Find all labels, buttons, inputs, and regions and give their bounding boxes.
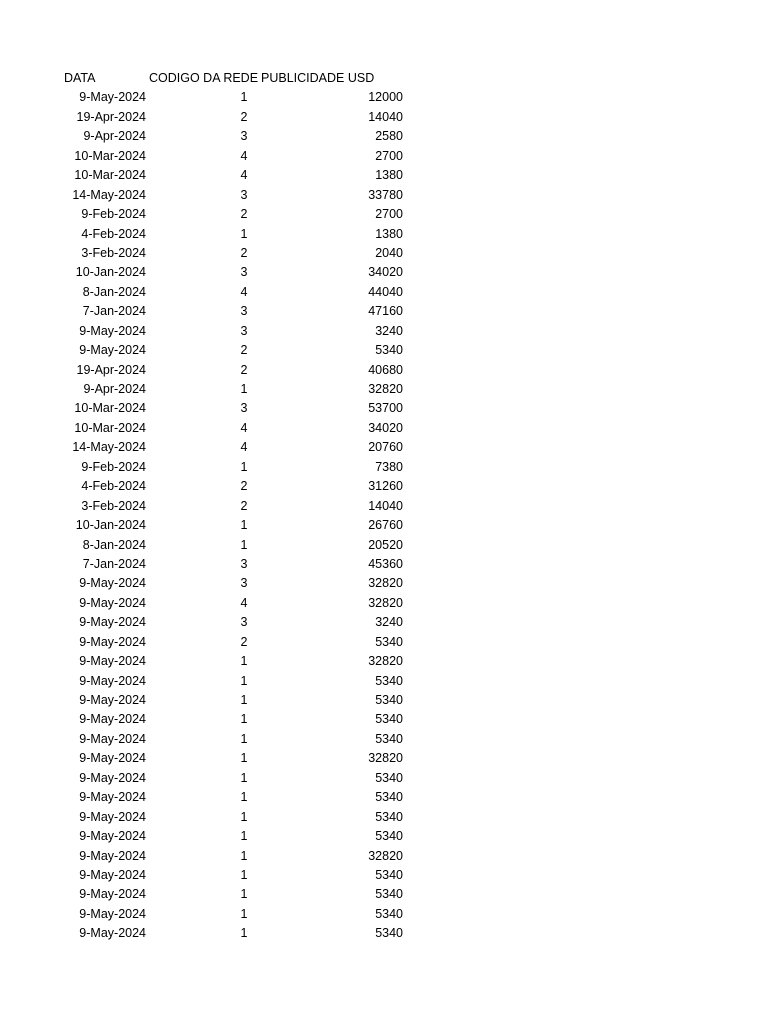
cell-advertising-usd: 5340 <box>375 809 403 824</box>
cell-network-code: 1 <box>240 809 248 824</box>
cell-date: 9-May-2024 <box>79 712 146 727</box>
cell-advertising-usd: 12000 <box>368 90 403 105</box>
cell-network-code: 1 <box>240 751 248 766</box>
cell-date: 19-Apr-2024 <box>76 109 146 124</box>
cell-date: 9-May-2024 <box>79 829 146 844</box>
cell-advertising-usd: 1380 <box>375 168 403 183</box>
cell-date: 7-Jan-2024 <box>82 304 146 319</box>
table-row <box>64 924 409 943</box>
table-row <box>64 574 409 593</box>
cell-advertising-usd: 14040 <box>368 109 403 124</box>
cell-date: 9-Apr-2024 <box>83 382 146 396</box>
cell-network-code: 1 <box>240 90 248 105</box>
cell-advertising-usd: 5340 <box>375 634 403 649</box>
table-row <box>64 263 409 282</box>
cell-date: 10-Mar-2024 <box>74 148 146 163</box>
cell-network-code: 1 <box>240 790 248 805</box>
cell-date: 10-Mar-2024 <box>74 420 146 435</box>
cell-advertising-usd: 31260 <box>368 479 403 494</box>
table-row <box>64 905 409 924</box>
cell-network-code: 2 <box>240 207 248 222</box>
cell-network-code: 1 <box>240 731 248 746</box>
table-row <box>64 808 409 827</box>
cell-network-code: 3 <box>240 323 248 338</box>
cell-advertising-usd: 5340 <box>375 343 403 358</box>
cell-date: 9-Feb-2024 <box>81 459 146 474</box>
table-row <box>64 88 409 107</box>
cell-date: 9-May-2024 <box>79 595 146 610</box>
cell-advertising-usd: 32820 <box>368 751 403 766</box>
cell-advertising-usd: 33780 <box>368 187 403 202</box>
cell-date: 10-Mar-2024 <box>74 168 146 183</box>
table-row <box>64 147 409 166</box>
table-row <box>64 127 409 146</box>
table-row <box>64 555 409 574</box>
cell-network-code: 1 <box>240 887 248 902</box>
table-row <box>64 672 409 691</box>
cell-network-code: 2 <box>240 109 248 124</box>
table-row <box>64 516 409 535</box>
cell-advertising-usd: 5340 <box>375 906 403 921</box>
cell-network-code: 3 <box>240 129 248 144</box>
table-row <box>64 458 409 477</box>
table-row <box>64 322 409 341</box>
table-row <box>64 691 409 710</box>
table-row <box>64 166 409 185</box>
cell-advertising-usd: 1380 <box>375 226 403 241</box>
table-body <box>64 88 409 943</box>
cell-network-code: 4 <box>240 148 248 163</box>
cell-date: 9-May-2024 <box>79 343 146 358</box>
cell-network-code: 4 <box>240 284 248 299</box>
cell-advertising-usd: 44040 <box>368 284 403 299</box>
table-row <box>64 633 409 652</box>
cell-date: 4-Feb-2024 <box>81 226 146 241</box>
table-row <box>64 749 409 768</box>
spreadsheet-table <box>64 69 409 944</box>
cell-network-code: 3 <box>240 576 248 591</box>
cell-advertising-usd: 32820 <box>368 382 403 396</box>
table-row <box>64 827 409 846</box>
cell-advertising-usd: 14040 <box>368 498 403 513</box>
cell-advertising-usd: 32820 <box>368 848 403 863</box>
cell-advertising-usd: 7380 <box>375 459 403 474</box>
cell-advertising-usd: 5340 <box>375 673 403 688</box>
cell-advertising-usd: 34020 <box>368 420 403 435</box>
table-row <box>64 205 409 224</box>
cell-date: 9-May-2024 <box>79 848 146 863</box>
cell-network-code: 1 <box>240 906 248 921</box>
table-row <box>64 847 409 866</box>
column-header-advertising-usd: PUBLICIDADE USD <box>261 71 375 85</box>
cell-network-code: 1 <box>240 673 248 688</box>
table-row <box>64 710 409 729</box>
cell-date: 9-May-2024 <box>79 770 146 785</box>
cell-advertising-usd: 32820 <box>368 654 403 669</box>
column-header-date: DATA <box>64 71 96 85</box>
cell-network-code: 3 <box>240 556 248 571</box>
cell-network-code: 1 <box>240 693 248 707</box>
cell-date: 10-Jan-2024 <box>75 265 146 280</box>
cell-date: 9-May-2024 <box>79 887 146 902</box>
cell-network-code: 1 <box>240 829 248 844</box>
cell-network-code: 1 <box>240 537 248 552</box>
cell-date: 7-Jan-2024 <box>82 556 146 571</box>
cell-advertising-usd: 5340 <box>375 731 403 746</box>
table-row <box>64 283 409 302</box>
cell-date: 4-Feb-2024 <box>81 479 146 494</box>
cell-date: 9-Feb-2024 <box>81 207 146 222</box>
table-row <box>64 225 409 244</box>
cell-date: 19-Apr-2024 <box>76 362 146 377</box>
cell-date: 9-May-2024 <box>79 790 146 805</box>
cell-network-code: 1 <box>240 867 248 882</box>
table-row <box>64 652 409 671</box>
cell-network-code: 4 <box>240 440 248 455</box>
cell-network-code: 3 <box>240 304 248 319</box>
cell-date: 10-Mar-2024 <box>74 401 146 416</box>
cell-date: 9-May-2024 <box>79 654 146 669</box>
cell-advertising-usd: 5340 <box>375 790 403 805</box>
cell-network-code: 2 <box>240 362 248 377</box>
table-row <box>64 302 409 321</box>
cell-date: 14-May-2024 <box>72 187 146 202</box>
cell-network-code: 4 <box>240 168 248 183</box>
cell-date: 9-May-2024 <box>79 615 146 630</box>
cell-network-code: 2 <box>240 479 248 494</box>
cell-advertising-usd: 2700 <box>375 207 403 222</box>
cell-advertising-usd: 45360 <box>368 556 403 571</box>
cell-date: 14-May-2024 <box>72 440 146 455</box>
cell-network-code: 4 <box>240 420 248 435</box>
cell-advertising-usd: 5340 <box>375 693 403 707</box>
cell-network-code: 1 <box>240 459 248 474</box>
cell-date: 9-May-2024 <box>79 906 146 921</box>
cell-advertising-usd: 3240 <box>375 323 403 338</box>
cell-advertising-usd: 32820 <box>368 576 403 591</box>
cell-date: 9-May-2024 <box>79 751 146 766</box>
cell-advertising-usd: 5340 <box>375 829 403 844</box>
cell-network-code: 3 <box>240 401 248 416</box>
cell-advertising-usd: 5340 <box>375 867 403 882</box>
table-row <box>64 613 409 632</box>
cell-advertising-usd: 40680 <box>368 362 403 377</box>
cell-date: 8-Jan-2024 <box>82 284 146 299</box>
cell-network-code: 1 <box>240 654 248 669</box>
table-row <box>64 419 409 438</box>
cell-network-code: 1 <box>240 226 248 241</box>
cell-advertising-usd: 5340 <box>375 712 403 727</box>
cell-date: 8-Jan-2024 <box>82 537 146 552</box>
cell-date: 9-May-2024 <box>79 809 146 824</box>
cell-network-code: 2 <box>240 498 248 513</box>
cell-date: 9-Apr-2024 <box>83 129 146 144</box>
cell-date: 10-Jan-2024 <box>75 518 146 533</box>
cell-network-code: 3 <box>240 265 248 280</box>
cell-advertising-usd: 32820 <box>368 595 403 610</box>
table-row <box>64 438 409 457</box>
cell-advertising-usd: 53700 <box>368 401 403 416</box>
cell-advertising-usd: 34020 <box>368 265 403 280</box>
table-row <box>64 244 409 263</box>
cell-advertising-usd: 47160 <box>368 304 403 319</box>
cell-network-code: 1 <box>240 382 248 396</box>
cell-advertising-usd: 26760 <box>368 518 403 533</box>
cell-date: 9-May-2024 <box>79 323 146 338</box>
cell-advertising-usd: 2580 <box>375 129 403 144</box>
table-row <box>64 341 409 360</box>
table-row <box>64 186 409 205</box>
cell-advertising-usd: 2700 <box>375 148 403 163</box>
cell-date: 9-May-2024 <box>79 90 146 105</box>
cell-advertising-usd: 20520 <box>368 537 403 552</box>
cell-network-code: 1 <box>240 926 248 941</box>
cell-network-code: 1 <box>240 770 248 785</box>
cell-advertising-usd: 5340 <box>375 926 403 941</box>
cell-network-code: 1 <box>240 848 248 863</box>
cell-date: 9-May-2024 <box>79 926 146 941</box>
table-row <box>64 108 409 127</box>
cell-network-code: 1 <box>240 712 248 727</box>
table-row <box>64 866 409 885</box>
cell-date: 3-Feb-2024 <box>81 245 146 260</box>
cell-network-code: 3 <box>240 615 248 630</box>
cell-date: 9-May-2024 <box>79 693 146 707</box>
table-row <box>64 380 409 399</box>
cell-advertising-usd: 20760 <box>368 440 403 455</box>
table-row <box>64 399 409 418</box>
table-row <box>64 477 409 496</box>
cell-advertising-usd: 5340 <box>375 770 403 785</box>
cell-advertising-usd: 2040 <box>375 245 403 260</box>
cell-date: 9-May-2024 <box>79 731 146 746</box>
cell-network-code: 2 <box>240 245 248 260</box>
table-row <box>64 885 409 904</box>
cell-network-code: 2 <box>240 343 248 358</box>
table-row <box>64 497 409 516</box>
header-row <box>64 69 409 88</box>
table-row <box>64 769 409 788</box>
table-row <box>64 536 409 555</box>
table-row <box>64 788 409 807</box>
cell-date: 9-May-2024 <box>79 576 146 591</box>
cell-advertising-usd: 3240 <box>375 615 403 630</box>
cell-network-code: 3 <box>240 187 248 202</box>
table-row <box>64 730 409 749</box>
cell-date: 9-May-2024 <box>79 673 146 688</box>
cell-advertising-usd: 5340 <box>375 887 403 902</box>
cell-network-code: 4 <box>240 595 248 610</box>
cell-network-code: 1 <box>240 518 248 533</box>
table-row <box>64 361 409 380</box>
column-header-network-code: CODIGO DA REDE <box>149 71 259 85</box>
cell-date: 9-May-2024 <box>79 634 146 649</box>
table-row <box>64 594 409 613</box>
cell-network-code: 2 <box>240 634 248 649</box>
cell-date: 9-May-2024 <box>79 867 146 882</box>
cell-date: 3-Feb-2024 <box>81 498 146 513</box>
